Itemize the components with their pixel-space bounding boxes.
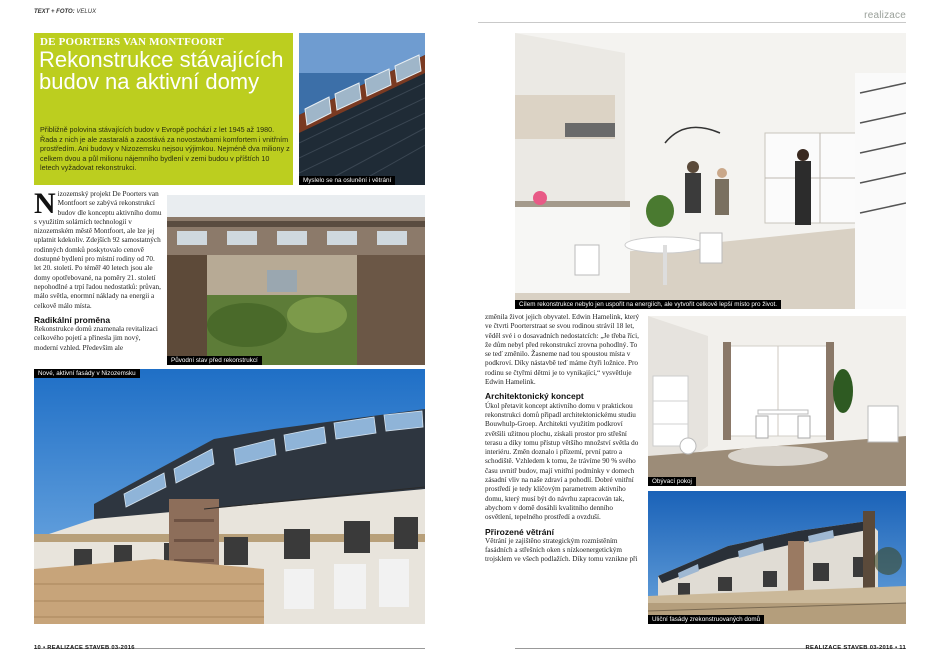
- page-number-left: 10: [34, 645, 42, 651]
- magazine-title-left: REALIZACE STAVEB 03-2016: [47, 645, 135, 651]
- section-label: realizace: [864, 10, 906, 21]
- caption-facades: Nové, aktivní fasády v Nizozemsku: [34, 369, 140, 378]
- photo-living-room: [648, 316, 906, 486]
- caption-street: Uliční fasády zrekonstruovaných domů: [648, 615, 764, 624]
- magazine-title-right: REALIZACE STAVEB 03-2016: [805, 645, 894, 651]
- article-title: Rekonstrukce stávajících budov na aktivní domy: [39, 47, 284, 94]
- photo-credit: [34, 9, 96, 15]
- photo-before: [167, 195, 425, 365]
- caption-roof: Myslelo se na oslunění i větrání: [299, 176, 395, 185]
- subhead-ventilation: Přirozené větrání: [485, 526, 554, 537]
- photo-roof-windows: [299, 33, 425, 185]
- credit-prefix: TEXT + FOTO:: [34, 9, 75, 15]
- article-lead: Přibližně polovina stávajících budov v Evropě pochází z let 1945 až 1980. Řada z nich je ale zastaralá a zaostává za novostavbami komfortem i vnitřním prostředím. Ani budovy v Nizozemsku nejsou výjimkou. Nejméně dva miliony z celkem dvou a půl milionu nájemního bydlení v zemi budou v příštích 10 letech vyžadovat rekonstrukci.: [40, 125, 290, 173]
- paragraph-intro: izozemský projekt De Poorters van Montfoort se zabývá rekonstrukcí budov dle konceptu aktivního domu s využitím solárních technologií v nizozemském městě Montfoort, ale lze jej uplatnit kdekoliv. Zdejších 92 samostatných rodinných domků poskytovalo cenově dostupné bydlení pro místní rodiny od 70. let 20. století. Po téměř 40 letech jsou ale domy opotřebované, na poměry 21. století nepohodlné a trpí řadou nedostatků: průvan, málo světla, enormní náklady na energii a celkově málo místa.: [34, 190, 162, 310]
- caption-living: Obývací pokoj: [648, 477, 696, 486]
- paragraph-radical: Rekonstrukce domů znamenala revitalizaci celkového pojetí a přinesla jim nový, moderní vzhled. Především ale: [34, 325, 158, 352]
- text-column-right: [485, 313, 641, 565]
- article-kicker: DE POORTERS VAN MONTFOORT: [40, 36, 224, 48]
- header-rule: [478, 22, 906, 23]
- subhead-radical: Radikální proměna: [34, 314, 111, 325]
- photo-kitchen: [515, 33, 906, 309]
- credit-name: VELUX: [76, 9, 97, 15]
- caption-kitchen: Cílem rekonstrukce nebylo jen uspořit na energiích, ale vytvořit celkově lepší místo pro život.: [515, 300, 781, 309]
- dropcap: N: [34, 187, 56, 220]
- text-column-left: [34, 187, 162, 353]
- footer-left: 10 ▪ REALIZACE STAVEB 03-2016: [34, 645, 135, 651]
- photo-street: [648, 491, 906, 624]
- paragraph-ventilation: Větrání je zajištěno strategickým rozmístěním fasádních a střešních oken s nízkoenergetickým trojsklem ve všech podlažích. Díky tomu vznikne při: [485, 536, 638, 564]
- caption-before: Původní stav před rekonstrukcí: [167, 356, 262, 365]
- footer-right: REALIZACE STAVEB 03-2016 ▪ 11: [805, 645, 906, 651]
- paragraph-architecture: Úkol přetavit koncept aktivního domu v praktickou rekonstrukci domů připadl architektonickému studiu Bouwhulp-Groep. Architekti využitím podkroví zvětšili užitnou plochu, získali prostor pro střešní terasu a díky tomu přístup většího množství světla do interiéru. Změn doznalo i přízemí, první patro a schodiště. Vzhledem k tomu, že trávíme 90 % svého času uvnitř budov, mají vnitřní podmínky v domech zásadní vliv na naše zdraví a pohodlí. Dobré vnitřní prostředí je tedy klíčovým parametrem aktivního domu, který musí být do návrhu zapracován tak, abychom v domě dosáhli kvalitního denního osvětlení, tepelného prostředí a ovzduší.: [485, 401, 639, 522]
- subhead-architecture: Architektonický koncept: [485, 391, 584, 402]
- photo-facades: [34, 369, 425, 624]
- intro-box: [34, 33, 293, 185]
- paragraph-hamelink: změnila život jejich obyvatel. Edwin Hamelink, který ve čtvrti Poorterstraat se svou rodinou strávil 18 let, věděl své i o dosavadních nedostatcích: „Je třeba říci, že dům nebyl před rekonstrukcí zrovna pohodlný. To se teď změnilo. Žasneme nad tou spoustou místa v podkroví. Díky nástavbě teď máme čtyři ložnice. Pro rodinu se čtyřmi dětmi je to vynikající,“ vysvětluje Edwin Hamelink.: [485, 313, 640, 387]
- page-number-right: 11: [899, 645, 906, 651]
